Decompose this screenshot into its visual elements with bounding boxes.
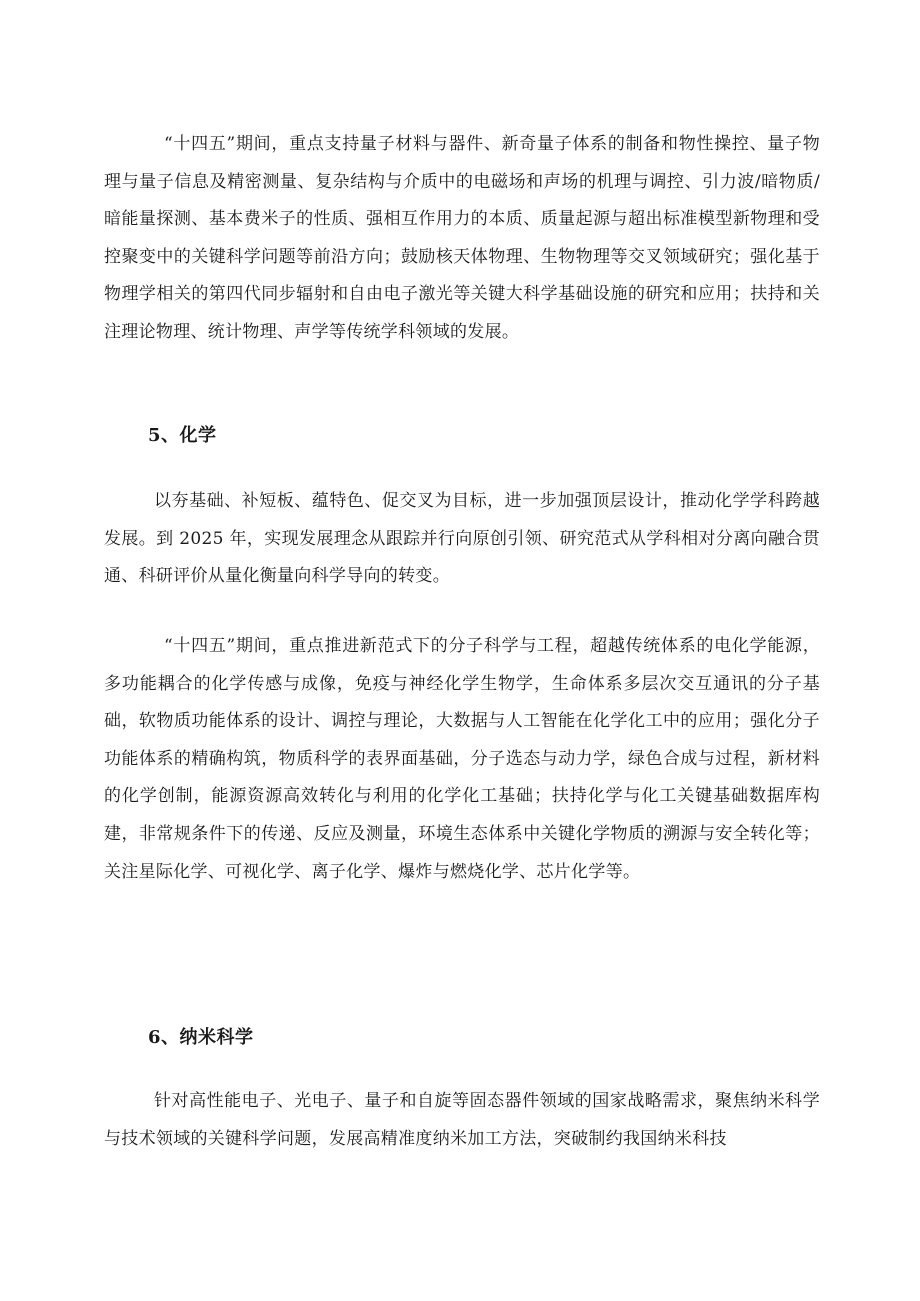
nano-intro-paragraph: 针对高性能电子、光电子、量子和自旋等固态器件领域的国家战略需求，聚焦纳米科学与技术领域的关键科学问题，发展高精准度纳米加工方法，突破制约我国纳米科技 — [104, 1091, 820, 1149]
physics-focus-paragraph: “十四五”期间，重点支持量子材料与器件、新奇量子体系的制备和物性操控、量子物理与量子信息及精密测量、复杂结构与介质中的电磁场和声场的机理与调控、引力波/暗物质/暗能量探测、基本费米子的性质、强相互作用力的本质、质量起源与超出标准模型新物理和受控聚变中的关键科学问题等前沿方向；鼓励核天体物理、生物物理等交叉领域研究；强化基于物理学相关的第四代同步辐射和自由电子激光等关键大科学基础设施的研究和应用；扶持和关注理论物理、统计物理、声学等传统学科领域的发展。 — [104, 134, 820, 342]
chemistry-goal-paragraph: 以夯基础、补短板、蕴特色、促交叉为目标，进一步加强顶层设计，推动化学学科跨越发展。到 2025 年，实现发展理念从跟踪并行向原创引领、研究范式从学科相对分离向融合贯通、科研评价从量化衡量向科学导向的转变。 — [104, 491, 820, 587]
section-5-heading: 5、化学 — [148, 425, 217, 446]
section-6-heading: 6、纳米科学 — [148, 1027, 254, 1048]
chemistry-focus-paragraph: “十四五”期间，重点推进新范式下的分子科学与工程，超越传统体系的电化学能源，多功能耦合的化学传感与成像，免疫与神经化学生物学，生命体系多层次交互通讯的分子基础，软物质功能体系的设计、调控与理论，大数据与人工智能在化学化工中的应用；强化分子功能体系的精确构筑，物质科学的表界面基础，分子选态与动力学，绿色合成与过程，新材料的化学创制，能源资源高效转化与利用的化学化工基础；扶持化学与化工关键基础数据库构建，非常规条件下的传递、反应及测量，环境生态体系中关键化学物质的溯源与安全转化等；关注星际化学、可视化学、离子化学、爆炸与燃烧化学、芯片化学等。 — [104, 636, 820, 882]
